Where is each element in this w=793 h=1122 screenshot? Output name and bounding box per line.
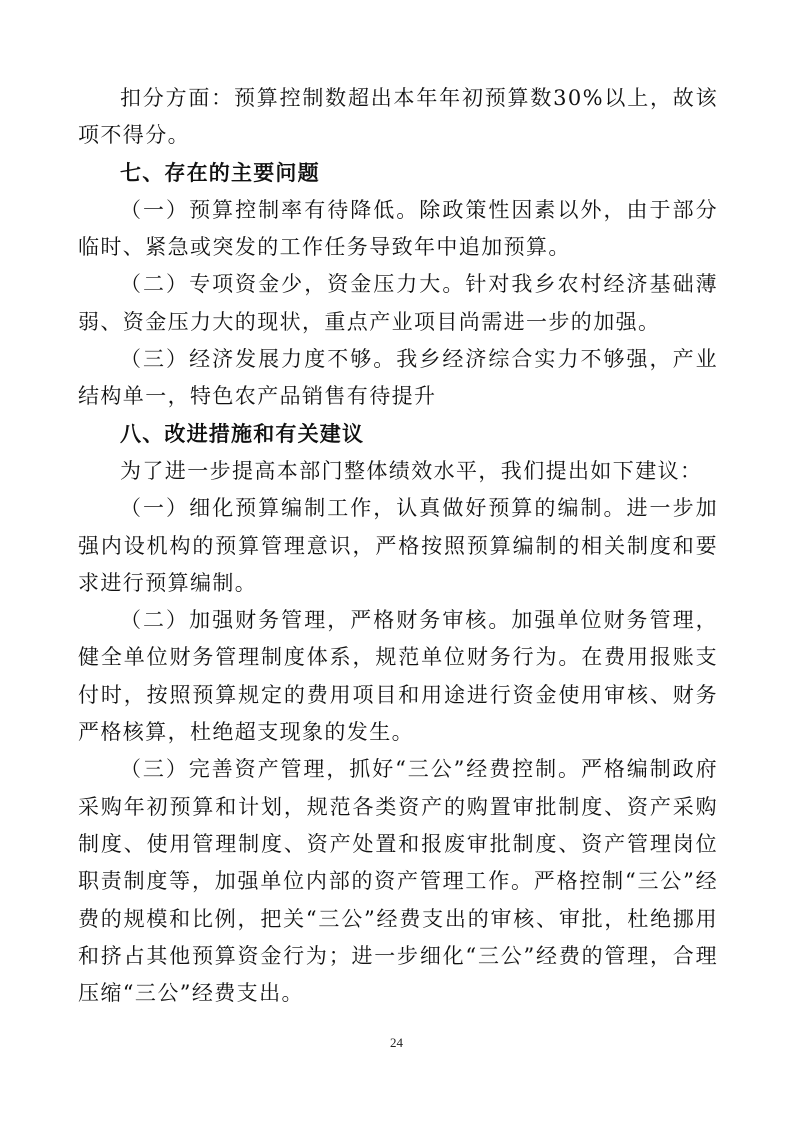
paragraph-problem-1: （一）预算控制率有待降低。除政策性因素以外，由于部分临时、紧急或突发的工作任务导致年中追加预算。	[78, 197, 718, 260]
paragraph-deduction: 扣分方面：预算控制数超出本年年初预算数30%以上，故该项不得分。	[78, 86, 718, 148]
paragraph-suggestion-3: （三）完善资产管理，抓好“三公”经费控制。严格编制政府采购年初预算和计划，规范各类资产的购置审批制度、资产采购制度、使用管理制度、资产处置和报废审批制度、资产管理岗位职责制度等，加强单位内部的资产管理工作。严格控制“三公”经费的规模和比例，把关“三公”经费支出的审核、审批，杜绝挪用和挤占其他预算资金行为；进一步细化“三公”经费的管理，合理压缩“三公”经费支出。	[78, 757, 718, 1006]
document-body	[78, 80, 718, 1012]
paragraph-suggestion-intro: 为了进一步提高本部门整体绩效水平，我们提出如下建议：	[120, 458, 703, 483]
heading-improvement-measures: 八、改进措施和有关建议	[120, 421, 365, 446]
page-number: 24	[390, 1035, 403, 1050]
paragraph-suggestion-1: （一）细化预算编制工作，认真做好预算的编制。进一步加强内设机构的预算管理意识，严格按照预算编制的相关制度和要求进行预算编制。	[78, 496, 718, 595]
heading-main-problems: 七、存在的主要问题	[120, 160, 320, 185]
paragraph-problem-3: （三）经济发展力度不够。我乡经济综合实力不够强，产业结构单一，特色农产品销售有待提升	[78, 347, 718, 409]
paragraph-problem-2: （二）专项资金少，资金压力大。针对我乡农村经济基础薄弱、资金压力大的现状，重点产业项目尚需进一步的加强。	[78, 272, 718, 334]
paragraph-suggestion-2: （二）加强财务管理，严格财务审核。加强单位财务管理，健全单位财务管理制度体系，规范单位财务行为。在费用报账支付时，按照预算规定的费用项目和用途进行资金使用审核、财务严格核算，杜绝超支现象的发生。	[78, 608, 718, 745]
